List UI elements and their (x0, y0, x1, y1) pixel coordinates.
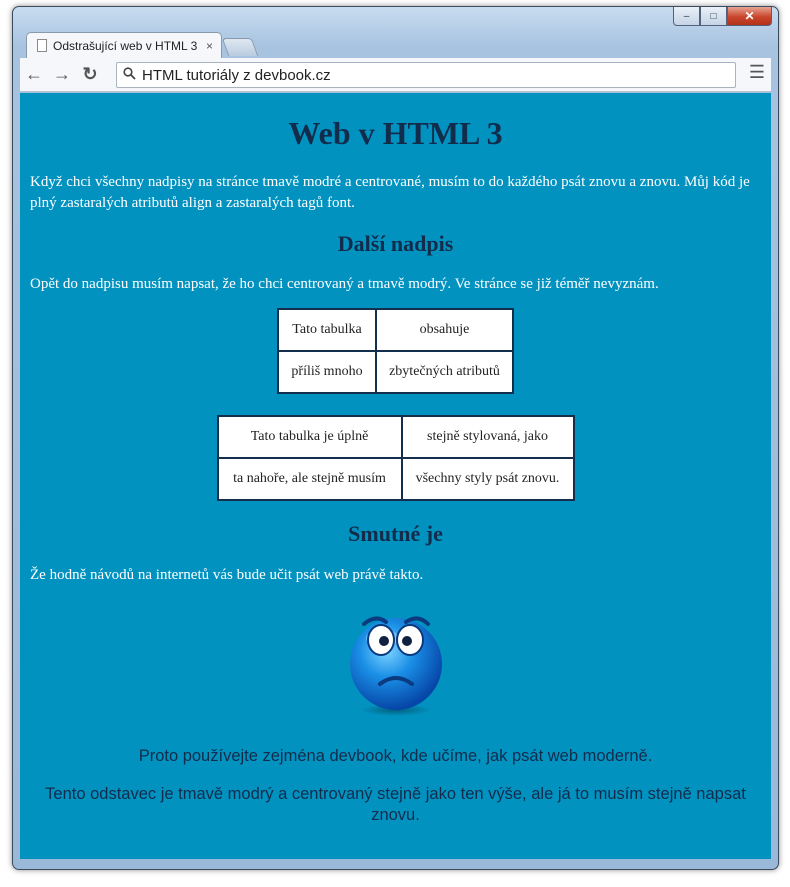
tab-active[interactable] (26, 32, 222, 58)
paragraph-final: Tento odstavec je tmavě modrý a centrovaný stejně jako ten výše, ale já to musím stejně napsat znovu. (45, 785, 746, 824)
table-small (277, 308, 514, 394)
tab-close-icon[interactable]: × (205, 38, 213, 53)
table-cell: ta nahoře, ale stejně musím (218, 458, 402, 500)
maximize-button[interactable]: □ (700, 7, 727, 26)
menu-icon[interactable]: ☰ (748, 62, 765, 82)
sad-face-icon (346, 608, 446, 718)
window-controls (673, 7, 772, 26)
table-row (278, 309, 513, 351)
paragraph-modern: Proto používejte zejména devbook, kde učíme, jak psát web moderně. (138, 747, 653, 765)
paragraph-intro: Když chci všechny nadpisy na stránce tmavě modré a centrované, musím to do každého psát znovu a znovu. Můj kód je plný zastaralých atributů align a zastaralých tagů font. (30, 174, 750, 211)
browser-toolbar (20, 58, 771, 92)
table-cell: obsahuje (376, 309, 513, 351)
table-large (217, 415, 575, 501)
tab-title: Odstrašující web v HTML 3 (53, 38, 198, 53)
document-icon (37, 39, 47, 52)
table-row (278, 351, 513, 393)
new-tab-button[interactable] (222, 38, 259, 56)
minimize-button[interactable]: – (673, 7, 700, 26)
heading-dalsi-nadpis: Další nadpis (337, 231, 454, 256)
paragraph-second: Opět do nadpisu musím napsat, že ho chci centrovaný a tmavě modrý. Ve stránce se již téměř nevyznám. (30, 276, 659, 292)
search-icon (123, 67, 136, 83)
forward-icon[interactable]: → (53, 64, 71, 84)
heading-smutne-je: Smutné je (348, 521, 443, 546)
page-title: Web v HTML 3 (288, 115, 503, 151)
table-cell: Tato tabulka (278, 309, 376, 351)
address-text: HTML tutoriály z devbook.cz (142, 66, 331, 84)
address-bar[interactable] (116, 62, 736, 88)
close-window-button[interactable]: ✕ (727, 7, 772, 26)
reload-icon[interactable]: ↻ (82, 64, 98, 84)
table-cell: Tato tabulka je úplně (218, 416, 402, 458)
table-cell: zbytečných atributů (376, 351, 513, 393)
sad-smiley-image (20, 608, 771, 718)
table-cell: všechny styly psát znovu. (402, 458, 574, 500)
table-row (218, 458, 574, 500)
paragraph-third: Že hodně návodů na internetů vás bude učit psát web právě takto. (30, 567, 424, 583)
table-cell: příliš mnoho (278, 351, 376, 393)
page-content (20, 93, 771, 859)
back-icon[interactable]: ← (25, 64, 43, 84)
table-row (218, 416, 574, 458)
table-cell: stejně stylovaná, jako (402, 416, 574, 458)
